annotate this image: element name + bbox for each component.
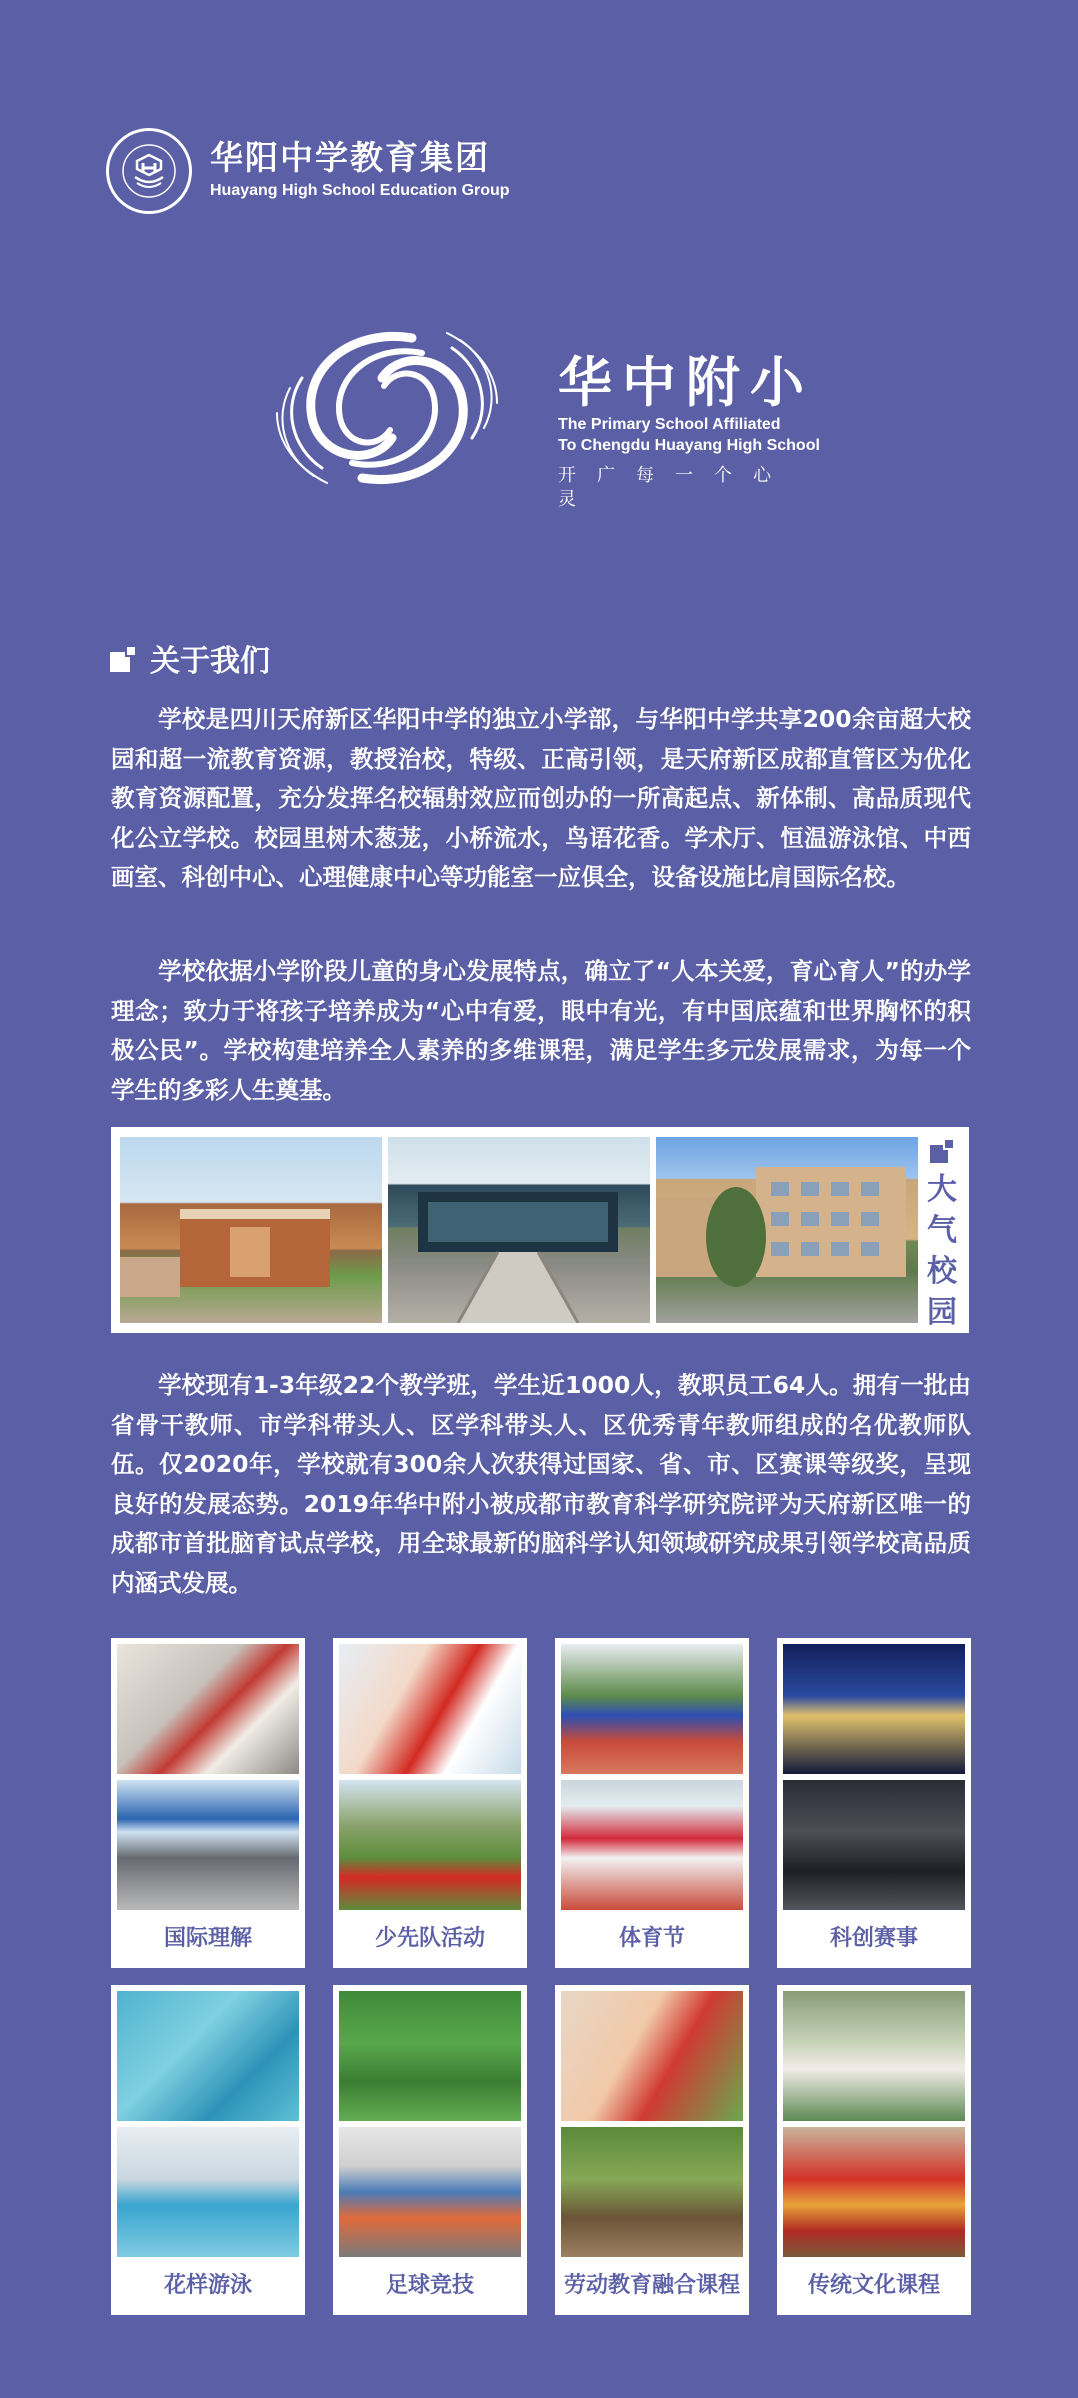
activity-label: 劳动教育融合课程 [563,2273,740,2298]
activity-photo [117,1644,299,1774]
section-title-about [110,636,270,680]
activity-photo [783,1991,965,2121]
activity-card-sports-day [555,1638,749,1968]
campus-photo-building [656,1137,918,1323]
activity-photo [339,1991,521,2121]
activity-label: 传统文化课程 [807,2273,940,2298]
activity-photo [561,2127,743,2257]
campus-photo-hall [120,1137,382,1323]
activity-card-young-pioneers [333,1638,527,1968]
squares-icon [110,645,136,671]
activity-card-science-contest [777,1638,971,1968]
activity-label: 国际理解 [163,1926,252,1951]
about-paragraph-2: 学校依据小学阶段儿童的身心发展特点，确立了“人本关爱，育心育人”的办学理念；致力于将孩子培养成为“心中有爱，眼中有光，有中国底蕴和世界胸怀的积极公民”。学校构建培养全人素养的多维课程，满足学生多元发展需求，为每一个学生的多彩人生奠基。 [111,957,971,1104]
about-paragraph-1: 学校是四川天府新区华阳中学的独立小学部，与华阳中学共享200余亩超大校园和超一流教育资源，教授治校，特级、正高引领，是天府新区成都直管区为优化教育资源配置，充分发挥名校辐射效应而创办的一所高起点、新体制、高品质现代化公立学校。校园里树木葱茏，小桥流水，鸟语花香。学术厅、恒温游泳馆、中西画室、科创中心、心理健康中心等功能室一应俱全，设备设施比肩国际名校。 [111,705,971,891]
brand-name-en-line1: The Primary School Affiliated [558,416,781,433]
about-title: 关于我们 [150,644,270,679]
brand-logo [262,318,822,510]
activity-photo [783,2127,965,2257]
group-name-en: Huayang High School Education Group [210,182,510,199]
activity-photo [117,2127,299,2257]
activity-photo [339,1644,521,1774]
activity-photo [783,1644,965,1774]
group-logo [106,128,510,214]
campus-photo-stairs [388,1137,650,1323]
activity-card-international [111,1638,305,1968]
swirl-logo-icon [262,318,512,498]
activity-label: 足球竞技 [385,2273,474,2298]
activity-photo [339,2127,521,2257]
activity-photo [561,1644,743,1774]
school-seal-icon [106,128,192,214]
activity-card-labor-education [555,1985,749,2315]
activity-label: 科创赛事 [829,1926,918,1951]
activity-card-synchronized-swimming [111,1985,305,2315]
activity-photo [561,1780,743,1910]
activity-label: 体育节 [618,1926,685,1951]
activity-label: 少先队活动 [374,1926,485,1951]
about-paragraph-3: 学校现有1-3年级22个教学班，学生近1000人，教职员工64人。拥有一批由省骨干教师、市学科带头人、区学科带头人、区优秀青年教师组成的名优教师队伍。仅2020年，学校就有300余人次获得过国家、省、市、区赛课等级奖，呈现良好的发展态势。2019年华中附小被成都市教育科学研究院评为天府新区唯一的成都市首批脑育试点学校，用全球最新的脑科学认知领域研究成果引领学校高品质内涵式发展。 [111,1371,971,1597]
activity-photo [117,1780,299,1910]
campus-photo-strip [111,1127,969,1333]
activity-photo [339,1780,521,1910]
activity-photo [561,1991,743,2121]
activity-photo [783,1780,965,1910]
activity-card-football [333,1985,527,2315]
group-name-cn: 华阳中学教育集团 [210,138,490,177]
activity-photo [117,1991,299,2121]
activity-card-traditional-culture [777,1985,971,2315]
activity-label: 花样游泳 [163,2273,252,2298]
campus-label: 大气校园 [927,1172,957,1330]
brand-name-en-line2: To Chengdu Huayang High School [558,437,820,454]
brand-slogan: 开广每一个心灵 [558,465,792,510]
brand-name-cn: 华中附小 [558,351,814,414]
